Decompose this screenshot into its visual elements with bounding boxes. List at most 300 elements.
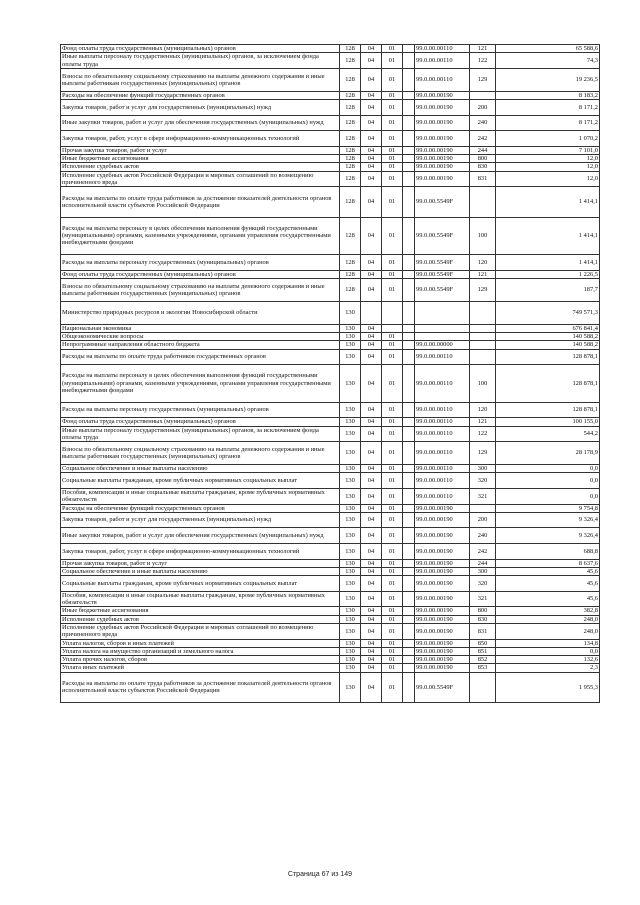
amount-cell: 100 155,0: [496, 418, 600, 426]
amount-cell: 9 754,8: [496, 504, 600, 512]
spacer-cell: [403, 656, 415, 664]
rz-code-cell: 04: [361, 171, 382, 187]
table-row: [61, 270, 600, 278]
ved-code-cell: 130: [340, 488, 361, 504]
csr-code-cell: 99.0.00.00110: [415, 426, 470, 442]
row-name-cell: Закупка товаров, работ и услуг для государственных (муниципальных) нужд: [61, 100, 340, 116]
ved-code-cell: 128: [340, 53, 361, 69]
amount-cell: 9 326,4: [496, 528, 600, 544]
pr-code-cell: 01: [382, 53, 403, 69]
spacer-cell: [403, 217, 415, 255]
pr-code-cell: 01: [382, 131, 403, 147]
ved-code-cell: 128: [340, 217, 361, 255]
ved-code-cell: 130: [340, 624, 361, 640]
row-name-cell: Расходы на выплаты персоналу в целях обеспечения выполнения функций государственными (муниципальными) органами, казенными учреждениями, органами управления государственными внебюджетными фондами: [61, 365, 340, 403]
pr-code-cell: 01: [382, 255, 403, 271]
vr-code-cell: [470, 324, 496, 332]
table-row: [61, 333, 600, 341]
ved-code-cell: 130: [340, 365, 361, 403]
ved-code-cell: 130: [340, 591, 361, 607]
row-name-cell: Расходы на обеспечение функций государственных органов: [61, 91, 340, 99]
spacer-cell: [403, 672, 415, 702]
vr-code-cell: 831: [470, 624, 496, 640]
row-name-cell: Фонд оплаты труда государственных (муниципальных) органов: [61, 45, 340, 53]
table-row: [61, 100, 600, 116]
ved-code-cell: 130: [340, 576, 361, 592]
spacer-cell: [403, 100, 415, 116]
row-name-cell: Исполнение судебных актов: [61, 615, 340, 623]
pr-code-cell: 01: [382, 187, 403, 217]
spacer-cell: [403, 365, 415, 403]
csr-code-cell: 99.0.00.5549F: [415, 672, 470, 702]
rz-code-cell: 04: [361, 100, 382, 116]
row-name-cell: Расходы на выплаты по оплате труда работников за достижение показателей деятельности органов исполнительной власти субъектов Российской Федерации: [61, 187, 340, 217]
budget-table-body: [61, 45, 600, 703]
rz-code-cell: 04: [361, 365, 382, 403]
row-name-cell: Прочая закупка товаров, работ и услуг: [61, 559, 340, 567]
rz-code-cell: 04: [361, 255, 382, 271]
csr-code-cell: 99.0.00.5549F: [415, 187, 470, 217]
spacer-cell: [403, 664, 415, 672]
row-name-cell: Иные бюджетные ассигнования: [61, 155, 340, 163]
spacer-cell: [403, 341, 415, 349]
row-name-cell: Уплата иных платежей: [61, 664, 340, 672]
amount-cell: 382,8: [496, 607, 600, 615]
amount-cell: 128 878,1: [496, 365, 600, 403]
csr-code-cell: 99.0.00.00190: [415, 146, 470, 154]
row-name-cell: Прочая закупка товаров, работ и услуг: [61, 146, 340, 154]
table-row: [61, 567, 600, 575]
ved-code-cell: 128: [340, 146, 361, 154]
ved-code-cell: 128: [340, 171, 361, 187]
budget-table: [60, 44, 600, 703]
pr-code-cell: [382, 301, 403, 324]
row-name-cell: Исполнение судебных актов: [61, 163, 340, 171]
row-name-cell: Иные закупки товаров, работ и услуг для обеспечения государственных (муниципальных) нужд: [61, 528, 340, 544]
csr-code-cell: 99.0.00.00190: [415, 171, 470, 187]
ved-code-cell: 130: [340, 607, 361, 615]
vr-code-cell: 240: [470, 528, 496, 544]
rz-code-cell: 04: [361, 217, 382, 255]
amount-cell: 1 414,1: [496, 187, 600, 217]
csr-code-cell: 99.0.00.00110: [415, 488, 470, 504]
ved-code-cell: 128: [340, 163, 361, 171]
table-row: [61, 544, 600, 560]
rz-code-cell: 04: [361, 187, 382, 217]
row-name-cell: Пособия, компенсации и иные социальные выплаты гражданам, кроме публичных нормативных обязательств: [61, 488, 340, 504]
spacer-cell: [403, 163, 415, 171]
spacer-cell: [403, 91, 415, 99]
ved-code-cell: 128: [340, 45, 361, 53]
csr-code-cell: 99.0.00.00110: [415, 68, 470, 91]
vr-code-cell: 129: [470, 442, 496, 465]
spacer-cell: [403, 639, 415, 647]
amount-cell: 676 841,4: [496, 324, 600, 332]
amount-cell: 19 236,5: [496, 68, 600, 91]
spacer-cell: [403, 504, 415, 512]
pr-code-cell: 01: [382, 45, 403, 53]
ved-code-cell: 128: [340, 270, 361, 278]
ved-code-cell: 130: [340, 442, 361, 465]
pr-code-cell: 01: [382, 115, 403, 131]
rz-code-cell: 04: [361, 465, 382, 473]
table-row: [61, 576, 600, 592]
amount-cell: 1 226,5: [496, 270, 600, 278]
rz-code-cell: 04: [361, 607, 382, 615]
rz-code-cell: 04: [361, 115, 382, 131]
pr-code-cell: 01: [382, 559, 403, 567]
ved-code-cell: 130: [340, 418, 361, 426]
spacer-cell: [403, 115, 415, 131]
spacer-cell: [403, 559, 415, 567]
vr-code-cell: 320: [470, 473, 496, 489]
ved-code-cell: 128: [340, 100, 361, 116]
vr-code-cell: 100: [470, 365, 496, 403]
vr-code-cell: 300: [470, 465, 496, 473]
rz-code-cell: 04: [361, 53, 382, 69]
csr-code-cell: 99.0.00.00190: [415, 544, 470, 560]
vr-code-cell: 240: [470, 115, 496, 131]
rz-code-cell: 04: [361, 664, 382, 672]
ved-code-cell: 130: [340, 301, 361, 324]
row-name-cell: Закупка товаров, работ и услуг для государственных (муниципальных) нужд: [61, 512, 340, 528]
csr-code-cell: 99.0.00.00190: [415, 567, 470, 575]
pr-code-cell: 01: [382, 365, 403, 403]
vr-code-cell: 242: [470, 131, 496, 147]
spacer-cell: [403, 591, 415, 607]
csr-code-cell: 99.0.00.00110: [415, 53, 470, 69]
vr-code-cell: 851: [470, 647, 496, 655]
csr-code-cell: 99.0.00.00190: [415, 163, 470, 171]
row-name-cell: Расходы на выплаты персоналу государственных (муниципальных) органов: [61, 255, 340, 271]
csr-code-cell: 99.0.00.00190: [415, 591, 470, 607]
row-name-cell: Расходы на выплаты персоналу в целях обеспечения выполнения функций государственными (муниципальными) органами, казенными учреждениями, органами управления государственными внебюджетными фондами: [61, 217, 340, 255]
amount-cell: 7 101,0: [496, 146, 600, 154]
table-row: [61, 53, 600, 69]
rz-code-cell: 04: [361, 504, 382, 512]
csr-code-cell: 99.0.00.00190: [415, 91, 470, 99]
ved-code-cell: 130: [340, 664, 361, 672]
amount-cell: 45,6: [496, 591, 600, 607]
spacer-cell: [403, 68, 415, 91]
amount-cell: 248,0: [496, 615, 600, 623]
rz-code-cell: 04: [361, 567, 382, 575]
ved-code-cell: 130: [340, 504, 361, 512]
table-row: [61, 255, 600, 271]
amount-cell: 8 183,2: [496, 91, 600, 99]
ved-code-cell: 128: [340, 278, 361, 301]
rz-code-cell: 04: [361, 341, 382, 349]
csr-code-cell: 99.0.00.00190: [415, 155, 470, 163]
table-row: [61, 278, 600, 301]
ved-code-cell: 130: [340, 333, 361, 341]
ved-code-cell: 130: [340, 426, 361, 442]
spacer-cell: [403, 544, 415, 560]
csr-code-cell: 99.0.00.00190: [415, 100, 470, 116]
csr-code-cell: 99.0.00.00110: [415, 45, 470, 53]
amount-cell: 8 637,6: [496, 559, 600, 567]
ved-code-cell: 128: [340, 91, 361, 99]
table-row: [61, 217, 600, 255]
csr-code-cell: 99.0.00.00110: [415, 473, 470, 489]
table-row: [61, 365, 600, 403]
csr-code-cell: 99.0.00.5549F: [415, 270, 470, 278]
amount-cell: 0,0: [496, 465, 600, 473]
table-row: [61, 426, 600, 442]
vr-code-cell: [470, 349, 496, 365]
amount-cell: 12,0: [496, 155, 600, 163]
ved-code-cell: 130: [340, 465, 361, 473]
spacer-cell: [403, 187, 415, 217]
table-row: [61, 324, 600, 332]
vr-code-cell: 830: [470, 615, 496, 623]
pr-code-cell: 01: [382, 278, 403, 301]
table-row: [61, 131, 600, 147]
amount-cell: 1 414,1: [496, 255, 600, 271]
spacer-cell: [403, 255, 415, 271]
rz-code-cell: 04: [361, 473, 382, 489]
amount-cell: 132,6: [496, 656, 600, 664]
rz-code-cell: 04: [361, 45, 382, 53]
table-row: [61, 418, 600, 426]
ved-code-cell: 130: [340, 349, 361, 365]
spacer-cell: [403, 324, 415, 332]
table-row: [61, 68, 600, 91]
amount-cell: 45,6: [496, 576, 600, 592]
amount-cell: 688,8: [496, 544, 600, 560]
csr-code-cell: 99.0.00.00190: [415, 504, 470, 512]
spacer-cell: [403, 442, 415, 465]
pr-code-cell: 01: [382, 341, 403, 349]
vr-code-cell: 129: [470, 68, 496, 91]
rz-code-cell: 04: [361, 512, 382, 528]
amount-cell: 8 171,2: [496, 100, 600, 116]
pr-code-cell: 01: [382, 100, 403, 116]
rz-code-cell: 04: [361, 624, 382, 640]
row-name-cell: Расходы на выплаты по оплате труда работников за достижение показателей деятельности органов исполнительной власти субъектов Российской Федерации: [61, 672, 340, 702]
amount-cell: 65 588,6: [496, 45, 600, 53]
rz-code-cell: 04: [361, 672, 382, 702]
amount-cell: 0,0: [496, 473, 600, 489]
table-row: [61, 591, 600, 607]
row-name-cell: Национальная экономика: [61, 324, 340, 332]
spacer-cell: [403, 607, 415, 615]
vr-code-cell: 242: [470, 544, 496, 560]
table-row: [61, 656, 600, 664]
rz-code-cell: 04: [361, 576, 382, 592]
table-row: [61, 91, 600, 99]
rz-code-cell: 04: [361, 131, 382, 147]
amount-cell: 8 171,2: [496, 115, 600, 131]
table-row: [61, 341, 600, 349]
vr-code-cell: 244: [470, 146, 496, 154]
pr-code-cell: 01: [382, 402, 403, 418]
pr-code-cell: 01: [382, 217, 403, 255]
ved-code-cell: 128: [340, 255, 361, 271]
vr-code-cell: 121: [470, 418, 496, 426]
ved-code-cell: 128: [340, 115, 361, 131]
vr-code-cell: [470, 341, 496, 349]
ved-code-cell: 130: [340, 512, 361, 528]
spacer-cell: [403, 624, 415, 640]
csr-code-cell: 99.0.00.00190: [415, 615, 470, 623]
row-name-cell: Общеэкономические вопросы: [61, 333, 340, 341]
pr-code-cell: 01: [382, 528, 403, 544]
row-name-cell: Расходы на выплаты персоналу государственных (муниципальных) органов: [61, 402, 340, 418]
vr-code-cell: 850: [470, 639, 496, 647]
spacer-cell: [403, 528, 415, 544]
rz-code-cell: 04: [361, 656, 382, 664]
rz-code-cell: 04: [361, 402, 382, 418]
vr-code-cell: 244: [470, 559, 496, 567]
amount-cell: 128 878,1: [496, 349, 600, 365]
spacer-cell: [403, 647, 415, 655]
row-name-cell: Иные закупки товаров, работ и услуг для обеспечения государственных (муниципальных) нужд: [61, 115, 340, 131]
ved-code-cell: 128: [340, 155, 361, 163]
ved-code-cell: 130: [340, 615, 361, 623]
ved-code-cell: 130: [340, 559, 361, 567]
csr-code-cell: 99.0.00.00000: [415, 341, 470, 349]
csr-code-cell: 99.0.00.00110: [415, 418, 470, 426]
amount-cell: 1 070,2: [496, 131, 600, 147]
csr-code-cell: 99.0.00.00190: [415, 559, 470, 567]
pr-code-cell: 01: [382, 171, 403, 187]
row-name-cell: Исполнение судебных актов Российской Федерации и мировых соглашений по возмещению причиненного вреда: [61, 624, 340, 640]
pr-code-cell: 01: [382, 615, 403, 623]
table-row: [61, 624, 600, 640]
table-row: [61, 639, 600, 647]
vr-code-cell: [470, 333, 496, 341]
ved-code-cell: 130: [340, 528, 361, 544]
row-name-cell: Уплата налогов, сборов и иных платежей: [61, 639, 340, 647]
spacer-cell: [403, 171, 415, 187]
row-name-cell: Взносы по обязательному социальному страхованию на выплаты денежного содержания и иные выплаты работникам государственных (муниципальных) органов: [61, 442, 340, 465]
table-row: [61, 607, 600, 615]
csr-code-cell: 99.0.00.00110: [415, 442, 470, 465]
vr-code-cell: [470, 91, 496, 99]
pr-code-cell: 01: [382, 544, 403, 560]
spacer-cell: [403, 402, 415, 418]
spacer-cell: [403, 53, 415, 69]
csr-code-cell: 99.0.00.5549F: [415, 278, 470, 301]
rz-code-cell: 04: [361, 146, 382, 154]
pr-code-cell: 01: [382, 624, 403, 640]
amount-cell: 2,3: [496, 664, 600, 672]
spacer-cell: [403, 333, 415, 341]
table-row: [61, 615, 600, 623]
ved-code-cell: 130: [340, 473, 361, 489]
pr-code-cell: 01: [382, 567, 403, 575]
amount-cell: 248,0: [496, 624, 600, 640]
pr-code-cell: 01: [382, 418, 403, 426]
rz-code-cell: [361, 301, 382, 324]
csr-code-cell: 99.0.00.00110: [415, 402, 470, 418]
rz-code-cell: 04: [361, 615, 382, 623]
vr-code-cell: 853: [470, 664, 496, 672]
table-row: [61, 187, 600, 217]
csr-code-cell: 99.0.00.00190: [415, 512, 470, 528]
row-name-cell: Социальные выплаты гражданам, кроме публичных нормативных социальных выплат: [61, 473, 340, 489]
vr-code-cell: 831: [470, 171, 496, 187]
rz-code-cell: 04: [361, 349, 382, 365]
vr-code-cell: [470, 187, 496, 217]
pr-code-cell: 01: [382, 664, 403, 672]
vr-code-cell: 100: [470, 217, 496, 255]
spacer-cell: [403, 567, 415, 575]
row-name-cell: Взносы по обязательному социальному страхованию на выплаты денежного содержания и иные выплаты работникам государственных (муниципальных) органов: [61, 68, 340, 91]
pr-code-cell: 01: [382, 155, 403, 163]
ved-code-cell: 130: [340, 639, 361, 647]
ved-code-cell: 130: [340, 672, 361, 702]
vr-code-cell: [470, 504, 496, 512]
spacer-cell: [403, 465, 415, 473]
row-name-cell: Иные выплаты персоналу государственных (муниципальных) органов, за исключением фонда оплаты труда: [61, 53, 340, 69]
page-number: Страница 67 из 149: [287, 871, 353, 878]
table-row: [61, 155, 600, 163]
vr-code-cell: 122: [470, 426, 496, 442]
pr-code-cell: 01: [382, 163, 403, 171]
table-row: [61, 647, 600, 655]
csr-code-cell: [415, 301, 470, 324]
table-row: [61, 171, 600, 187]
spacer-cell: [403, 146, 415, 154]
row-name-cell: Социальное обеспечение и иные выплаты населению: [61, 465, 340, 473]
ved-code-cell: 128: [340, 187, 361, 217]
csr-code-cell: 99.0.00.5549F: [415, 255, 470, 271]
ved-code-cell: 130: [340, 544, 361, 560]
pr-code-cell: 01: [382, 607, 403, 615]
csr-code-cell: 99.0.00.00190: [415, 528, 470, 544]
ved-code-cell: 128: [340, 68, 361, 91]
csr-code-cell: 99.0.00.5549F: [415, 217, 470, 255]
row-name-cell: Исполнение судебных актов Российской Федерации и мировых соглашений по возмещению причиненного вреда: [61, 171, 340, 187]
pr-code-cell: 01: [382, 591, 403, 607]
row-name-cell: Иные бюджетные ассигнования: [61, 607, 340, 615]
vr-code-cell: 121: [470, 270, 496, 278]
table-row: [61, 442, 600, 465]
spacer-cell: [403, 278, 415, 301]
table-row: [61, 45, 600, 53]
table-row: [61, 473, 600, 489]
row-name-cell: Закупка товаров, работ, услуг в сфере информационно-коммуникационных технологий: [61, 131, 340, 147]
csr-code-cell: 99.0.00.00110: [415, 349, 470, 365]
pr-code-cell: 01: [382, 68, 403, 91]
pr-code-cell: 01: [382, 465, 403, 473]
csr-code-cell: 99.0.00.00190: [415, 639, 470, 647]
table-row: [61, 559, 600, 567]
table-row: [61, 115, 600, 131]
rz-code-cell: 04: [361, 528, 382, 544]
rz-code-cell: 04: [361, 163, 382, 171]
pr-code-cell: 01: [382, 576, 403, 592]
row-name-cell: Уплата прочих налогов, сборов: [61, 656, 340, 664]
row-name-cell: Министерство природных ресурсов и экологии Новосибирской области: [61, 301, 340, 324]
csr-code-cell: 99.0.00.00190: [415, 664, 470, 672]
amount-cell: 134,8: [496, 639, 600, 647]
table-row: [61, 465, 600, 473]
spacer-cell: [403, 512, 415, 528]
spacer-cell: [403, 426, 415, 442]
row-name-cell: Социальные выплаты гражданам, кроме публичных нормативных социальных выплат: [61, 576, 340, 592]
pr-code-cell: 01: [382, 442, 403, 465]
vr-code-cell: 120: [470, 402, 496, 418]
table-row: [61, 301, 600, 324]
rz-code-cell: 04: [361, 639, 382, 647]
vr-code-cell: 129: [470, 278, 496, 301]
csr-code-cell: [415, 324, 470, 332]
vr-code-cell: 852: [470, 656, 496, 664]
vr-code-cell: [470, 301, 496, 324]
